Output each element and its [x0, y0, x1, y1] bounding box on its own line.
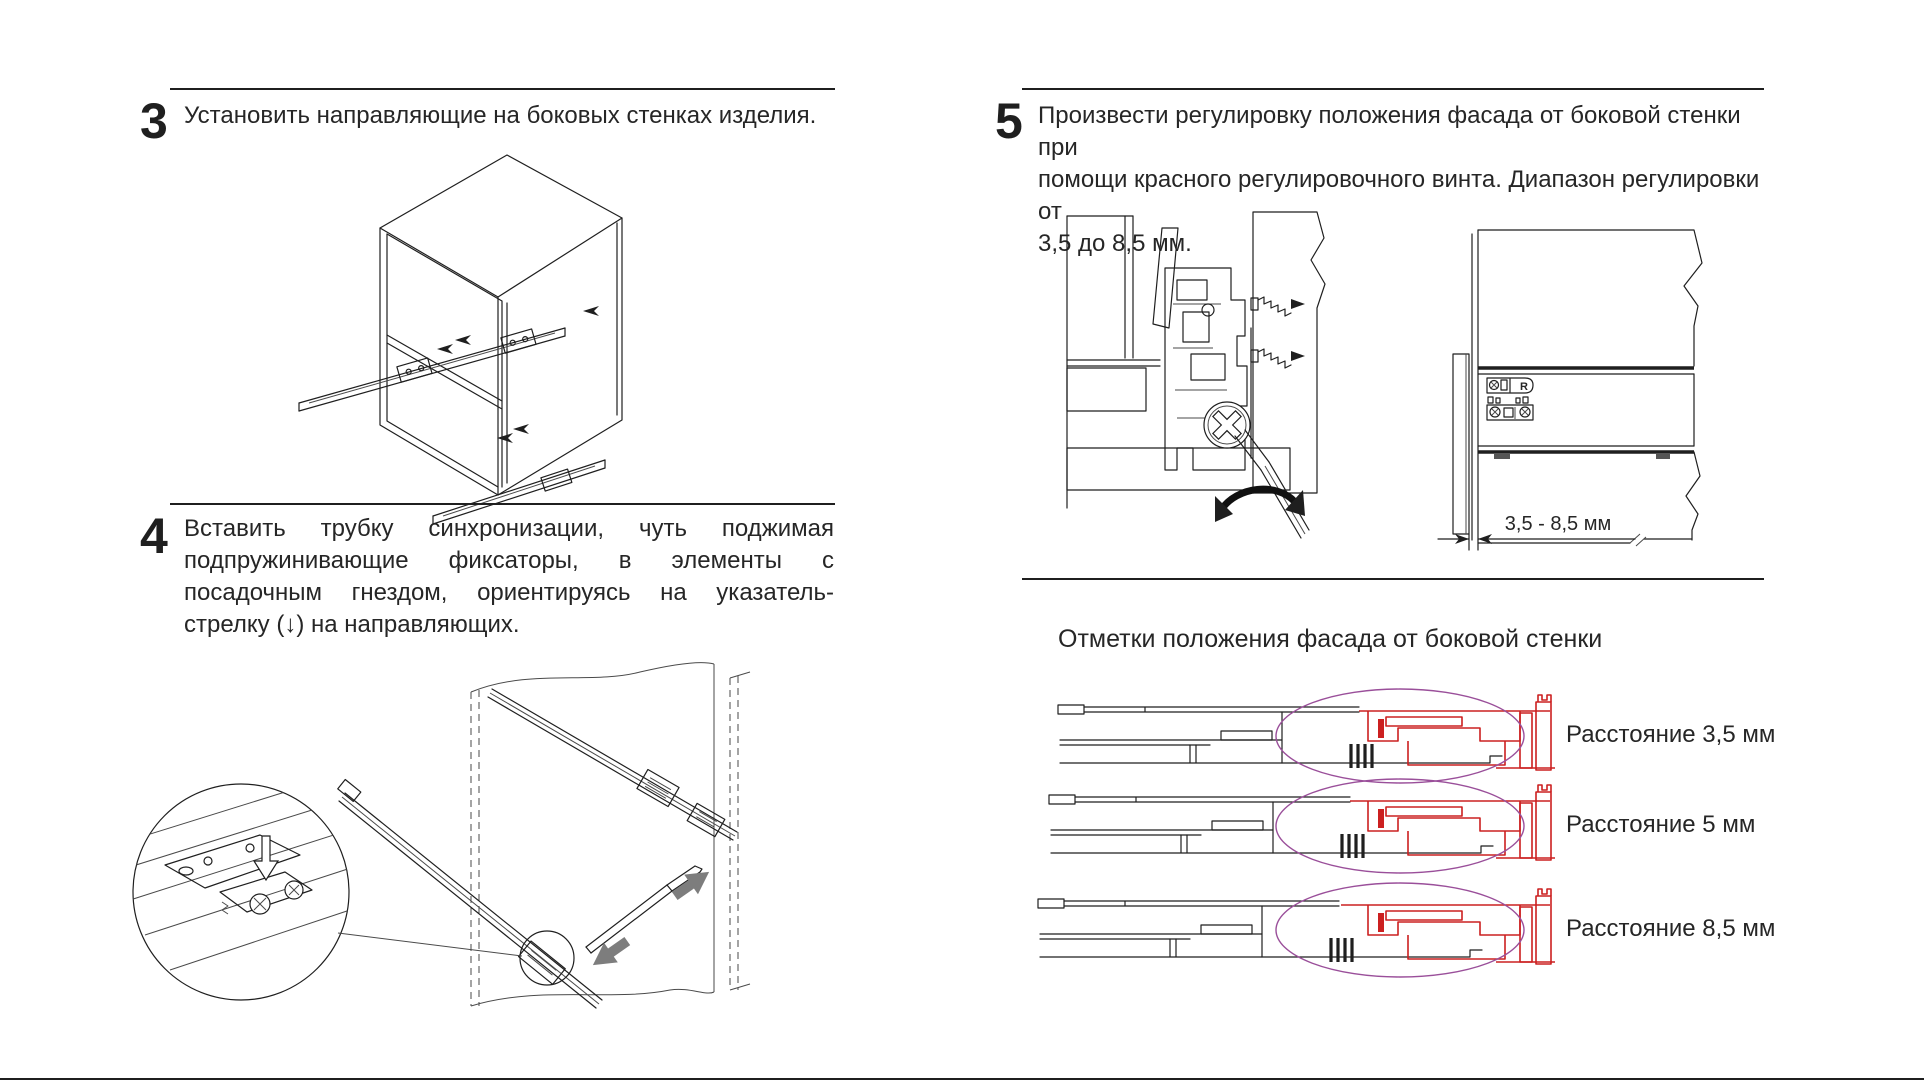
rail-profile-red: [1341, 889, 1555, 964]
step3-rule: [170, 88, 835, 90]
mark-row-drawing-5: [1050, 776, 1590, 876]
cabinet-box: [380, 155, 622, 495]
wall-screw: [1251, 297, 1305, 316]
wall-screw: [1251, 349, 1305, 368]
callout-leader-line: [338, 933, 522, 956]
step3-number: 3: [140, 93, 168, 149]
step5-text-line: Произвести регулировку положения фасада от боковой стенки при: [1038, 102, 1741, 161]
rotation-arrow: [1215, 489, 1305, 522]
dimension-label: 3,5 - 8,5 мм: [1504, 513, 1612, 535]
cabinet-illustration: [265, 135, 725, 530]
step5-text-line: помощи красного регулировочного винта. Диапазон регулировки от: [1038, 166, 1760, 225]
runner-tab: [1656, 453, 1670, 459]
rear-slide-rail: [488, 689, 737, 840]
page-bottom-rule: [0, 1078, 1924, 1080]
marks-heading: Отметки положения фасада от боковой стенки: [1058, 625, 1603, 653]
step4-text-line: посадочным гнездом, ориентируясь на указатель-: [184, 579, 834, 606]
mark-row-drawing-8-5: [1050, 880, 1590, 980]
front-slide-rail: [338, 779, 602, 1008]
adjustment-screw: [1204, 402, 1250, 448]
distance-label-8-5: Расстояние 8,5 мм: [1566, 915, 1776, 942]
step4-text-line: Вставить трубку синхронизации, чуть поджимая: [184, 515, 834, 542]
magnifier-detail: [115, 778, 365, 1000]
adjustment-cross-section: [1065, 208, 1350, 563]
rail-profile-black: [1049, 795, 1493, 858]
rail-profile-black: [1058, 705, 1502, 768]
mark-row-drawing-3-5: [1050, 686, 1590, 786]
rail-profile-black: [1038, 899, 1482, 962]
screwdriver: [1235, 430, 1309, 538]
right-hand-mark: R: [1520, 381, 1528, 393]
fixator-plate: [165, 835, 300, 888]
step4-rule: [170, 503, 835, 505]
runner-tab: [1494, 454, 1510, 459]
detail-callout-circle: [520, 931, 574, 985]
distance-label-5: Расстояние 5 мм: [1566, 811, 1756, 838]
mounting-arrows: [437, 306, 599, 443]
sync-tube: [586, 866, 702, 953]
step5-number: 5: [995, 93, 1023, 149]
step4-number: 4: [140, 508, 168, 564]
highlight-ellipse: [1276, 883, 1524, 977]
step5-rule: [1022, 88, 1764, 90]
highlight-ellipse: [1276, 779, 1524, 873]
section-separator-rule: [1022, 578, 1764, 580]
step4-text: [184, 513, 834, 641]
step4-text-line: стрелку (↓) на направляющих.: [184, 611, 520, 638]
facade-panel: [1453, 354, 1478, 550]
step3-text: Установить направляющие на боковых стенках изделия.: [184, 102, 817, 129]
step5-text-line: 3,5 до 8,5 мм.: [1038, 230, 1192, 257]
side-view-drawing: [1430, 208, 1790, 558]
sync-tube-illustration: [110, 640, 750, 1015]
rail-label-plate: [1487, 378, 1533, 420]
gap-dimension: [1438, 513, 1635, 544]
step4-text-line: подпружинивающие фиксаторы, в элементы с: [184, 547, 834, 574]
rail-profile-red: [1359, 695, 1555, 770]
distance-label-3-5: Расстояние 3,5 мм: [1566, 721, 1776, 748]
highlight-ellipse: [1276, 689, 1524, 783]
